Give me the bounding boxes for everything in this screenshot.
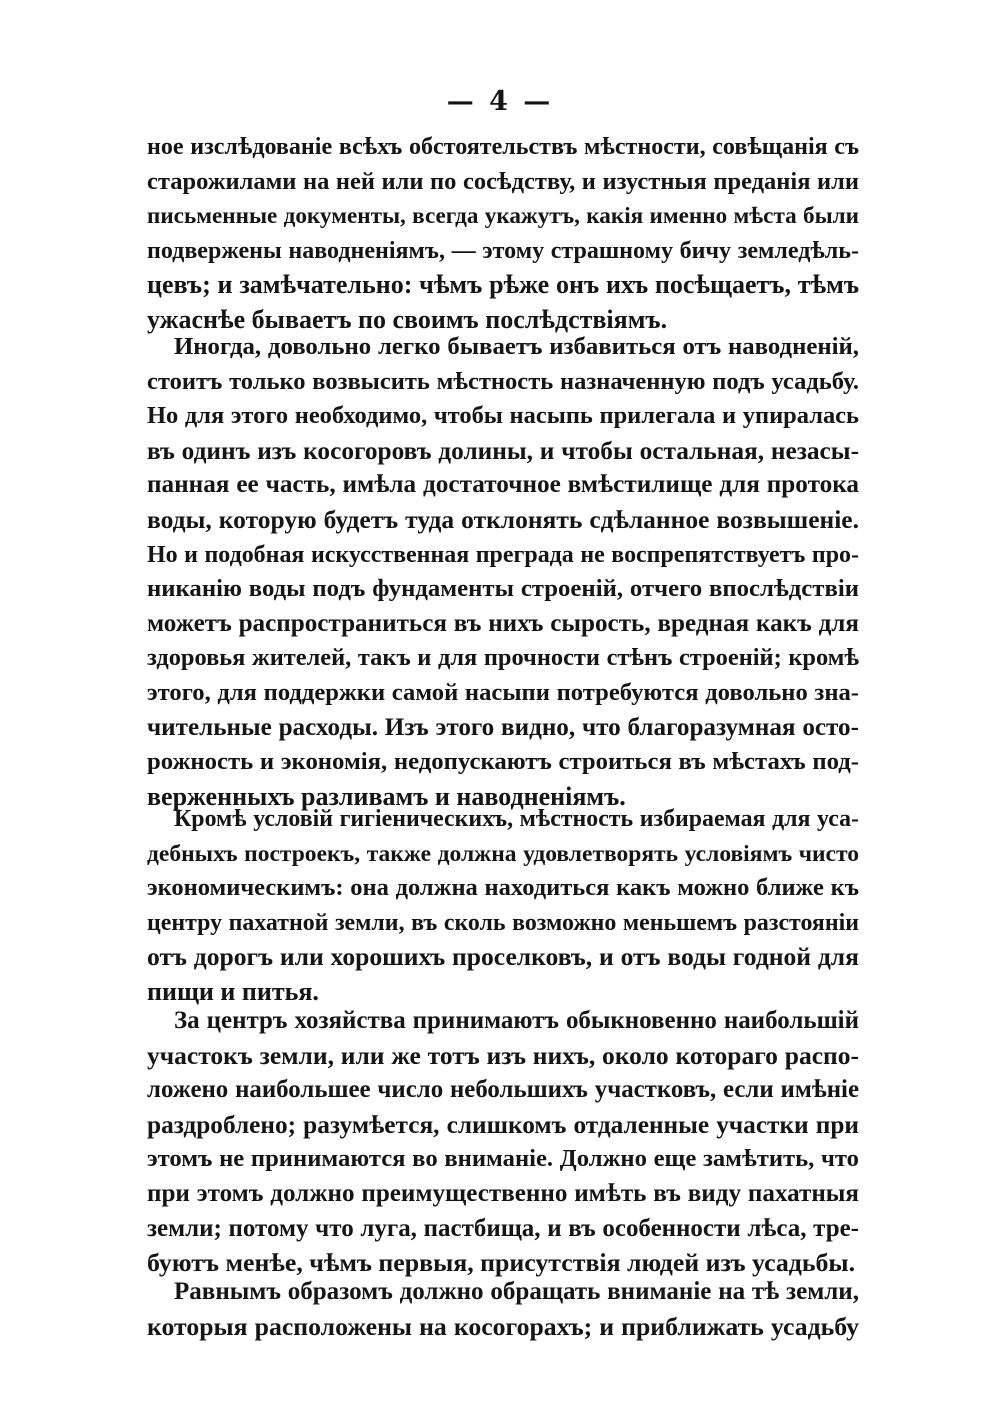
text-line: никанію воды подъ фундаменты строеній, отчего впослѣдствіи [147,575,859,603]
text-line: Равнымъ образомъ должно обращать вниманіе на тѣ земли, [174,1278,859,1305]
text-line: ложено наибольшее число небольшихъ участковъ, если имѣніе [147,1076,859,1104]
text-line: Иногда, довольно легко бываетъ избавиться отъ наводненій, [174,333,859,360]
paragraph-3 [147,802,859,1010]
text-line: можетъ распространиться въ нихъ сырость, вредная какъ для [147,609,859,637]
text-line: которыя расположены на косогорахъ; и приближать усадьбу [147,1311,859,1341]
text-line: ужаснѣе бываетъ по своимъ послѣдствіямъ. [147,304,668,334]
text-line: верженныхъ разливамъ и наводненіямъ. [147,781,626,811]
text-line: панная ее часть, имѣла достаточное вмѣстилище для протока [147,471,859,499]
text-line: центру пахатной земли, въ сколь возможно меньшемъ разстояніи [147,909,859,936]
text-line: раздроблено; разумѣется, слишкомъ отдаленные участки при [147,1110,859,1139]
text-line: экономическимъ: она должна находиться какъ можно ближе къ [147,874,859,902]
text-line: стоитъ только возвысить мѣстность назначенную подъ усадьбу. [147,367,859,395]
text-line: цевъ; и замѣчательно: чѣмъ рѣже онъ ихъ посѣщаетъ, тѣмъ [147,270,859,300]
paragraph-2 [147,330,859,814]
text-line: чительные расходы. Изъ этого видно, что благоразумная осто- [147,713,859,741]
text-line: ное изслѣдованіе всѣхъ обстоятельствъ мѣстности, совѣщанія съ [147,134,859,160]
paragraph-4 [147,1004,859,1281]
text-line: подвержены наводненіямъ, — этому страшному бичу земледѣль- [147,237,859,264]
text-line: этомъ не принимаются во вниманіе. Должно еще замѣтить, что [147,1145,859,1173]
text-line: пищи и питья. [147,976,319,1006]
paragraph-5 [147,1275,859,1344]
text-line: дебныхъ построекъ, также должна удовлетворять условіямъ чисто [147,840,859,867]
text-line: рожность и экономія, недопускаютъ строиться въ мѣстахъ под- [147,748,859,776]
text-line: при этомъ должно преимущественно имѣть въ виду пахатныя [147,1179,859,1207]
text-line: Но для этого необходимо, чтобы насыпь прилегала и упиралась [147,402,859,430]
text-line: земли; потому что луга, пастбища, и въ особенности лѣса, тре- [147,1214,859,1242]
text-line: здоровья жителей, такъ и для прочности стѣнъ строеній; кромѣ [147,644,859,672]
text-line: этого, для поддержки самой насыпи потребуются довольно зна- [147,678,859,706]
text-line: старожилами на ней или по сосѣдству, и изустныя преданія или [147,167,859,195]
text-line: участокъ земли, или же тотъ изъ нихъ, около котораго распо- [147,1040,859,1070]
text-line: отъ дорогъ или хорошихъ проселковъ, и отъ воды годной для [147,942,859,972]
page-number: — 4 — [446,86,554,117]
text-line: Но и подобная искусственная преграда не воспрепятствуетъ про- [147,541,859,568]
paragraph-1 [147,130,859,338]
text-line: въ одинъ изъ косогоровъ долины, и чтобы остальная, незасы- [147,436,859,465]
text-line: письменные документы, всегда укажутъ, какія именно мѣста были [147,203,859,230]
text-line: буютъ менѣе, чѣмъ первыя, присутствія людей изъ усадьбы. [147,1248,856,1278]
text-line: За центръ хозяйства принимаютъ обыкновенно наибольшій [174,1007,859,1034]
text-line: воды, которую будетъ туда отклонять сдѣланное возвышеніе. [147,504,859,534]
text-line: Кромѣ условій гигіеническихъ, мѣстность избираемая для уса- [174,806,859,832]
